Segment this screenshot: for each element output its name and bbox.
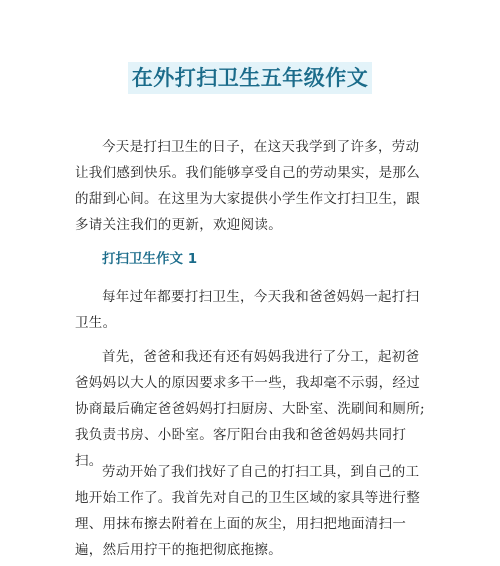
section-heading: 打扫卫生作文 1 <box>102 251 198 267</box>
paragraph-3: 劳动开始了我们找好了自己的打扫工具，到自己的工地开始工作了。我首先对自己的卫生区域的家具等进行整理、用抹布擦去附着在上面的灰尘，用扫把地面清扫一遍，然后用拧干的拖把彻底拖擦。 <box>75 464 420 558</box>
page-title: 在外打扫卫生五年级作文 <box>128 62 373 94</box>
paragraph-1: 每年过年都要打扫卫生，今天我和爸爸妈妈一起打扫卫生。 <box>75 289 420 331</box>
intro-paragraph: 今天是打扫卫生的日子，在这天我学到了许多，劳动让我们感到快乐。我们能够享受自己的劳动果实，是那么的甜到心间。在这里为大家提供小学生作文打扫卫生，跟多请关注我们的更新，欢迎阅读。 <box>75 139 420 233</box>
paragraph-2: 首先，爸爸和我还有还有妈妈我进行了分工，起初爸爸妈妈以大人的原因要求多干一些，我却毫不示弱，经过协商最后确定爸爸妈妈打扫厨房、大卧室、洗刷间和厕所;我负责书房、小卧室。客厅阳台由我和爸爸妈妈共同打扫。 <box>75 349 425 469</box>
title-wrap <box>0 62 500 94</box>
